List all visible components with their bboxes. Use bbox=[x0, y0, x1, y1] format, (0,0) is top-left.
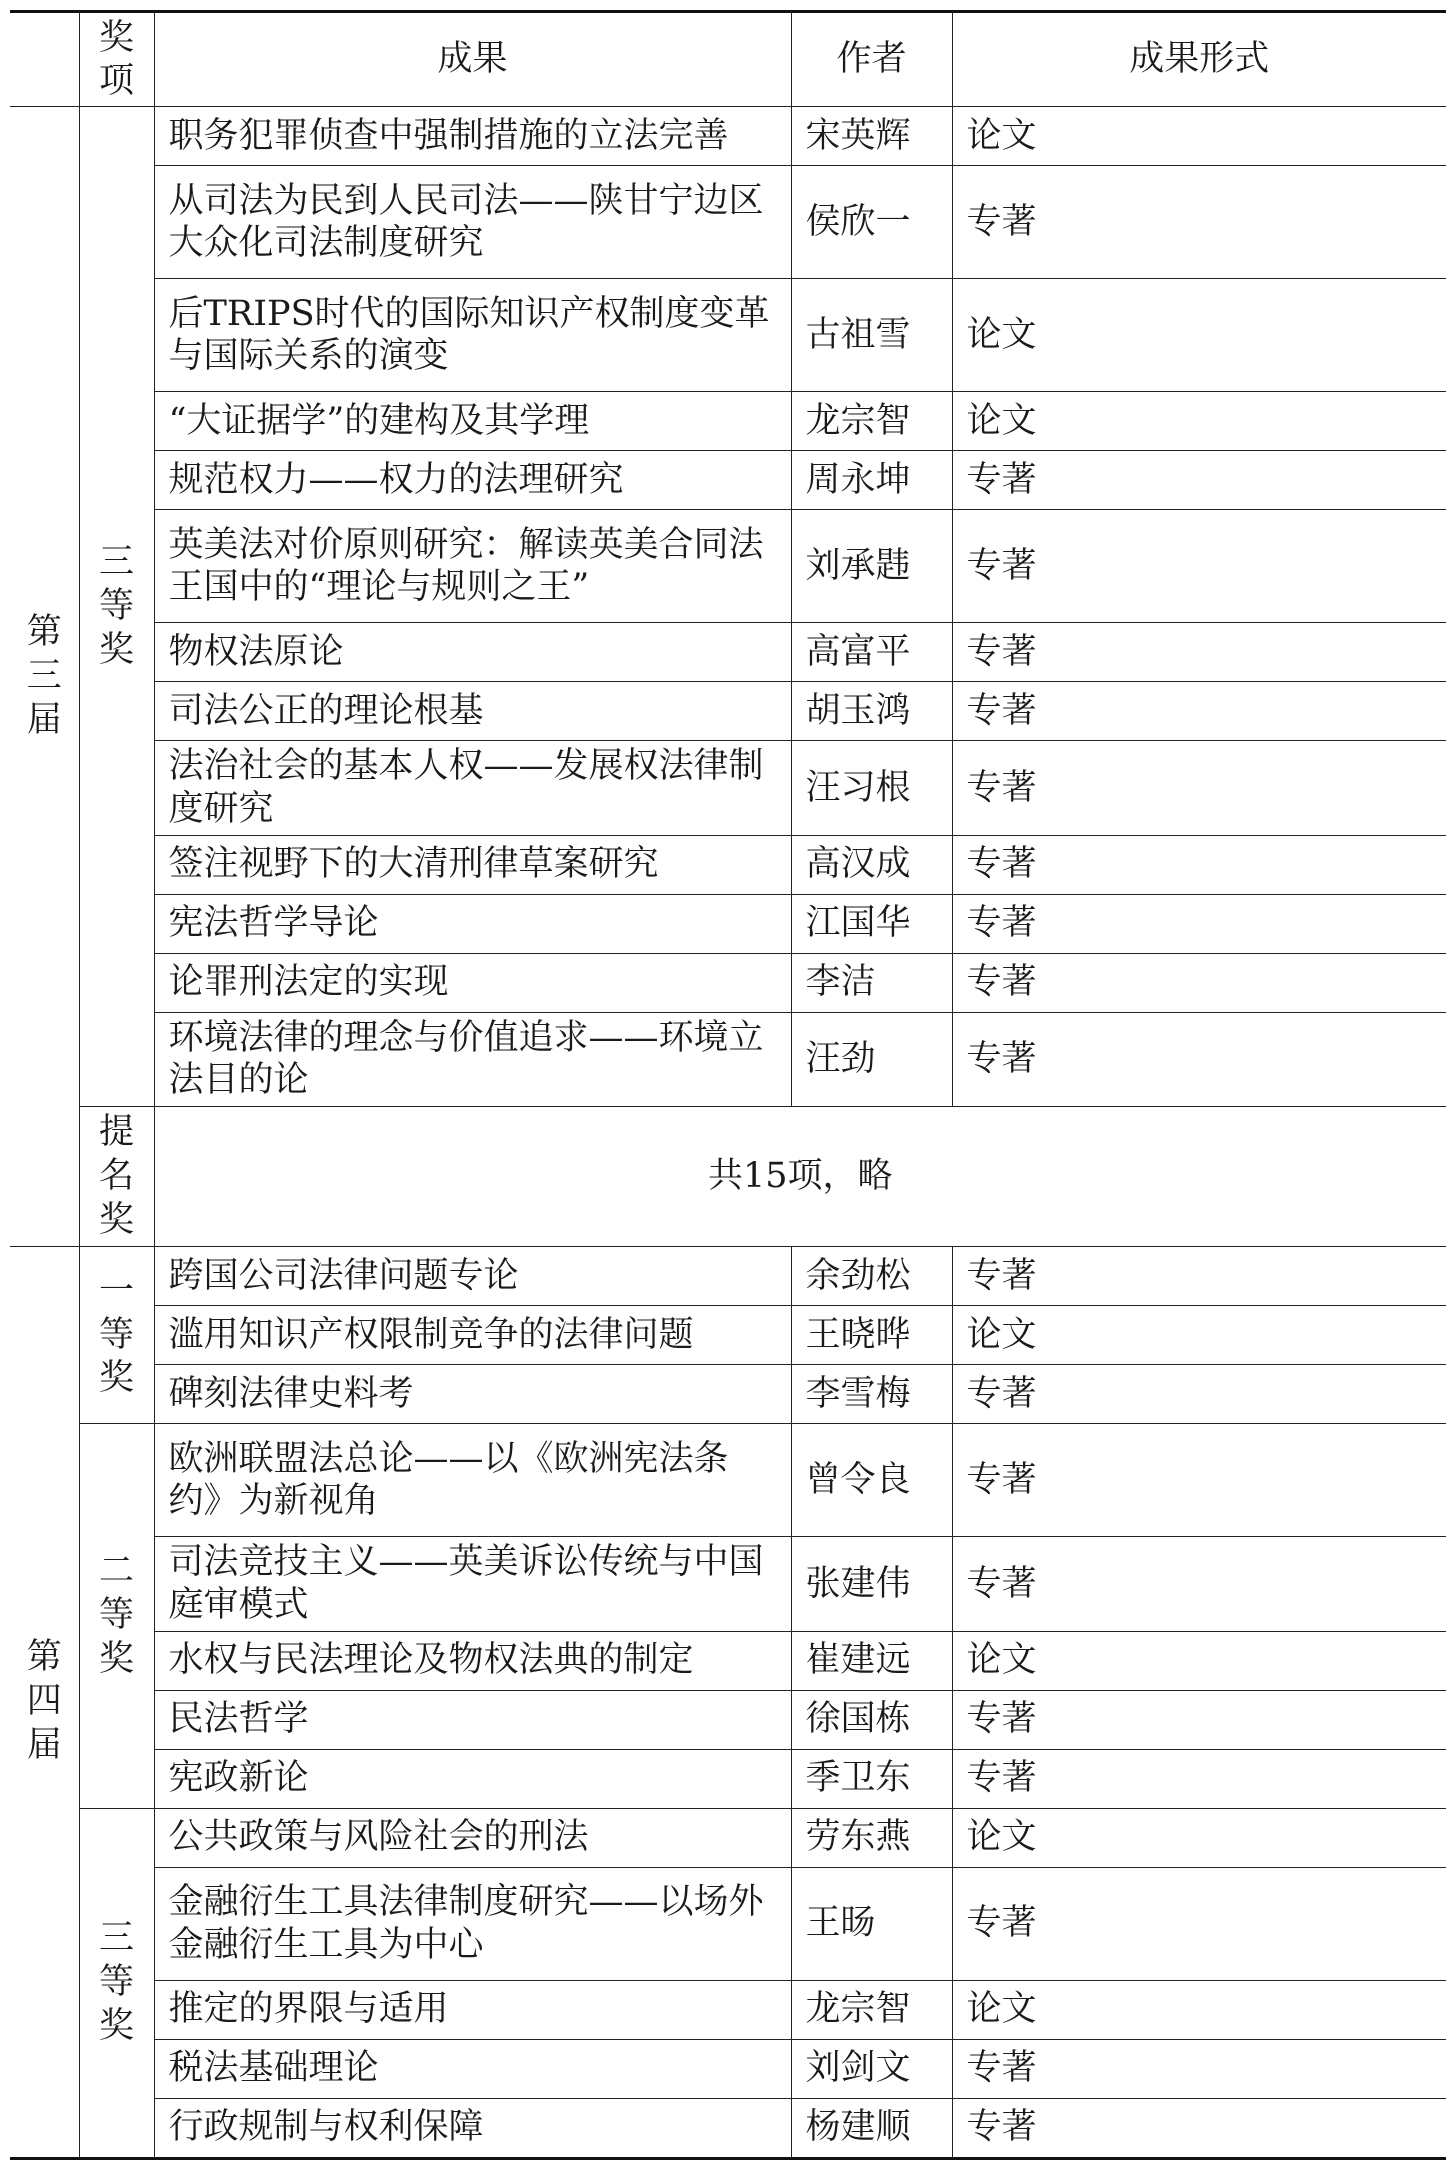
form-cell: 专著 bbox=[952, 1749, 1446, 1808]
form-cell: 专著 bbox=[952, 835, 1446, 894]
work-title-cell: 税法基础理论 bbox=[154, 2039, 791, 2098]
table-row bbox=[10, 2098, 1446, 2158]
form-cell: 论文 bbox=[952, 1980, 1446, 2039]
author-cell: 杨建顺 bbox=[791, 2098, 952, 2158]
table-row bbox=[10, 1631, 1446, 1690]
author-cell: 汪习根 bbox=[791, 741, 952, 835]
session-cell-label: 第三届 bbox=[26, 612, 62, 740]
work-title-cell: 公共政策与风险社会的刑法 bbox=[154, 1808, 791, 1867]
author-cell: 刘承韪 bbox=[791, 510, 952, 623]
form-cell: 专著 bbox=[952, 166, 1446, 279]
header-work: 成果 bbox=[154, 12, 791, 107]
author-cell: 龙宗智 bbox=[791, 392, 952, 451]
author-cell: 江国华 bbox=[791, 894, 952, 953]
author-cell: 古祖雪 bbox=[791, 279, 952, 392]
award-level-cell bbox=[79, 1107, 154, 1247]
author-cell: 劳东燕 bbox=[791, 1808, 952, 1867]
author-cell: 刘剑文 bbox=[791, 2039, 952, 2098]
table-row bbox=[10, 953, 1446, 1012]
work-title-cell: 法治社会的基本人权——发展权法律制度研究 bbox=[154, 741, 791, 835]
header-author: 作者 bbox=[791, 12, 952, 107]
form-cell: 专著 bbox=[952, 953, 1446, 1012]
work-title-cell: 后TRIPS时代的国际知识产权制度变革与国际关系的演变 bbox=[154, 279, 791, 392]
header-session bbox=[10, 12, 79, 107]
form-cell: 专著 bbox=[952, 510, 1446, 623]
work-title-cell: 英美法对价原则研究：解读英美合同法王国中的“理论与规则之王” bbox=[154, 510, 791, 623]
work-title-cell: 司法竞技主义——英美诉讼传统与中国庭审模式 bbox=[154, 1537, 791, 1631]
work-title-cell: 行政规制与权利保障 bbox=[154, 2098, 791, 2158]
table-row bbox=[10, 2039, 1446, 2098]
form-cell: 专著 bbox=[952, 1867, 1446, 1980]
form-cell: 论文 bbox=[952, 1808, 1446, 1867]
form-cell: 专著 bbox=[952, 2098, 1446, 2158]
form-cell: 论文 bbox=[952, 279, 1446, 392]
form-cell: 论文 bbox=[952, 1306, 1446, 1365]
author-cell: 季卫东 bbox=[791, 1749, 952, 1808]
award-level-cell bbox=[79, 1424, 154, 1808]
award-level-cell bbox=[79, 107, 154, 1107]
table-row bbox=[10, 1749, 1446, 1808]
form-cell: 论文 bbox=[952, 1631, 1446, 1690]
form-cell: 论文 bbox=[952, 107, 1446, 166]
form-cell: 专著 bbox=[952, 682, 1446, 741]
work-title-cell: “大证据学”的建构及其学理 bbox=[154, 392, 791, 451]
award-level-cell-label: 一等奖 bbox=[98, 1270, 134, 1399]
award-level-cell-label: 二等奖 bbox=[98, 1551, 134, 1679]
author-cell: 龙宗智 bbox=[791, 1980, 952, 2039]
award-level-cell-label: 提名奖 bbox=[98, 1112, 134, 1240]
header-form: 成果形式 bbox=[952, 12, 1446, 107]
author-cell: 李雪梅 bbox=[791, 1365, 952, 1424]
form-cell: 专著 bbox=[952, 1247, 1446, 1306]
work-title-cell: 环境法律的理念与价值追求——环境立法目的论 bbox=[154, 1012, 791, 1106]
author-cell: 高汉成 bbox=[791, 835, 952, 894]
author-cell: 曾令良 bbox=[791, 1424, 952, 1537]
table-row bbox=[10, 1867, 1446, 1980]
form-cell: 专著 bbox=[952, 623, 1446, 682]
work-title-cell: 从司法为民到人民司法——陕甘宁边区大众化司法制度研究 bbox=[154, 166, 791, 279]
work-title-cell: 碑刻法律史料考 bbox=[154, 1365, 791, 1424]
form-cell: 专著 bbox=[952, 1365, 1446, 1424]
author-cell: 周永坤 bbox=[791, 451, 952, 510]
form-cell: 专著 bbox=[952, 451, 1446, 510]
work-title-cell: 欧洲联盟法总论——以《欧洲宪法条约》为新视角 bbox=[154, 1424, 791, 1537]
form-cell: 专著 bbox=[952, 1424, 1446, 1537]
award-level-cell-label: 三等奖 bbox=[98, 542, 134, 670]
work-title-cell: 规范权力——权力的法理研究 bbox=[154, 451, 791, 510]
table-row bbox=[10, 1424, 1446, 1537]
work-title-cell: 宪法哲学导论 bbox=[154, 894, 791, 953]
header-row bbox=[10, 12, 1446, 107]
form-cell: 专著 bbox=[952, 1690, 1446, 1749]
form-cell: 专著 bbox=[952, 741, 1446, 835]
table-row bbox=[10, 451, 1446, 510]
table-row bbox=[10, 1365, 1446, 1424]
table-row bbox=[10, 623, 1446, 682]
form-cell: 专著 bbox=[952, 894, 1446, 953]
nominee-row bbox=[10, 1107, 1446, 1247]
work-title-cell: 签注视野下的大清刑律草案研究 bbox=[154, 835, 791, 894]
form-cell: 专著 bbox=[952, 2039, 1446, 2098]
table-row bbox=[10, 279, 1446, 392]
table-row bbox=[10, 682, 1446, 741]
author-cell: 宋英辉 bbox=[791, 107, 952, 166]
work-title-cell: 论罪刑法定的实现 bbox=[154, 953, 791, 1012]
table-row bbox=[10, 1012, 1446, 1106]
session-cell bbox=[10, 1247, 79, 2158]
table-row bbox=[10, 1306, 1446, 1365]
work-title-cell: 推定的界限与适用 bbox=[154, 1980, 791, 2039]
session-cell bbox=[10, 107, 79, 1247]
author-cell: 汪劲 bbox=[791, 1012, 952, 1106]
work-title-cell: 水权与民法理论及物权法典的制定 bbox=[154, 1631, 791, 1690]
table-row bbox=[10, 1690, 1446, 1749]
author-cell: 高富平 bbox=[791, 623, 952, 682]
awards-table bbox=[10, 10, 1446, 2160]
work-title-cell: 民法哲学 bbox=[154, 1690, 791, 1749]
table-row bbox=[10, 1537, 1446, 1631]
work-title-cell: 司法公正的理论根基 bbox=[154, 682, 791, 741]
form-cell: 专著 bbox=[952, 1537, 1446, 1631]
author-cell: 崔建远 bbox=[791, 1631, 952, 1690]
table-row bbox=[10, 835, 1446, 894]
author-cell: 王晓晔 bbox=[791, 1306, 952, 1365]
work-title-cell: 物权法原论 bbox=[154, 623, 791, 682]
work-title-cell: 宪政新论 bbox=[154, 1749, 791, 1808]
table-row bbox=[10, 741, 1446, 835]
author-cell: 胡玉鸿 bbox=[791, 682, 952, 741]
form-cell: 论文 bbox=[952, 392, 1446, 451]
table-row bbox=[10, 107, 1446, 166]
form-cell: 专著 bbox=[952, 1012, 1446, 1106]
table-row bbox=[10, 1980, 1446, 2039]
author-cell: 徐国栋 bbox=[791, 1690, 952, 1749]
table-row bbox=[10, 1808, 1446, 1867]
nominee-summary: 共15项，略 bbox=[154, 1107, 1446, 1247]
author-cell: 王旸 bbox=[791, 1867, 952, 1980]
table-row bbox=[10, 510, 1446, 623]
header-level: 奖项 bbox=[79, 12, 154, 107]
table-row bbox=[10, 894, 1446, 953]
work-title-cell: 跨国公司法律问题专论 bbox=[154, 1247, 791, 1306]
author-cell: 张建伟 bbox=[791, 1537, 952, 1631]
session-cell-label: 第四届 bbox=[26, 1637, 62, 1765]
work-title-cell: 金融衍生工具法律制度研究——以场外金融衍生工具为中心 bbox=[154, 1867, 791, 1980]
award-level-cell bbox=[79, 1247, 154, 1424]
award-level-cell bbox=[79, 1808, 154, 2158]
author-cell: 余劲松 bbox=[791, 1247, 952, 1306]
table-row bbox=[10, 392, 1446, 451]
work-title-cell: 滥用知识产权限制竞争的法律问题 bbox=[154, 1306, 791, 1365]
award-level-cell-label: 三等奖 bbox=[98, 1918, 134, 2046]
author-cell: 侯欣一 bbox=[791, 166, 952, 279]
work-title-cell: 职务犯罪侦查中强制措施的立法完善 bbox=[154, 107, 791, 166]
author-cell: 李洁 bbox=[791, 953, 952, 1012]
table-row bbox=[10, 166, 1446, 279]
table-row bbox=[10, 1247, 1446, 1306]
